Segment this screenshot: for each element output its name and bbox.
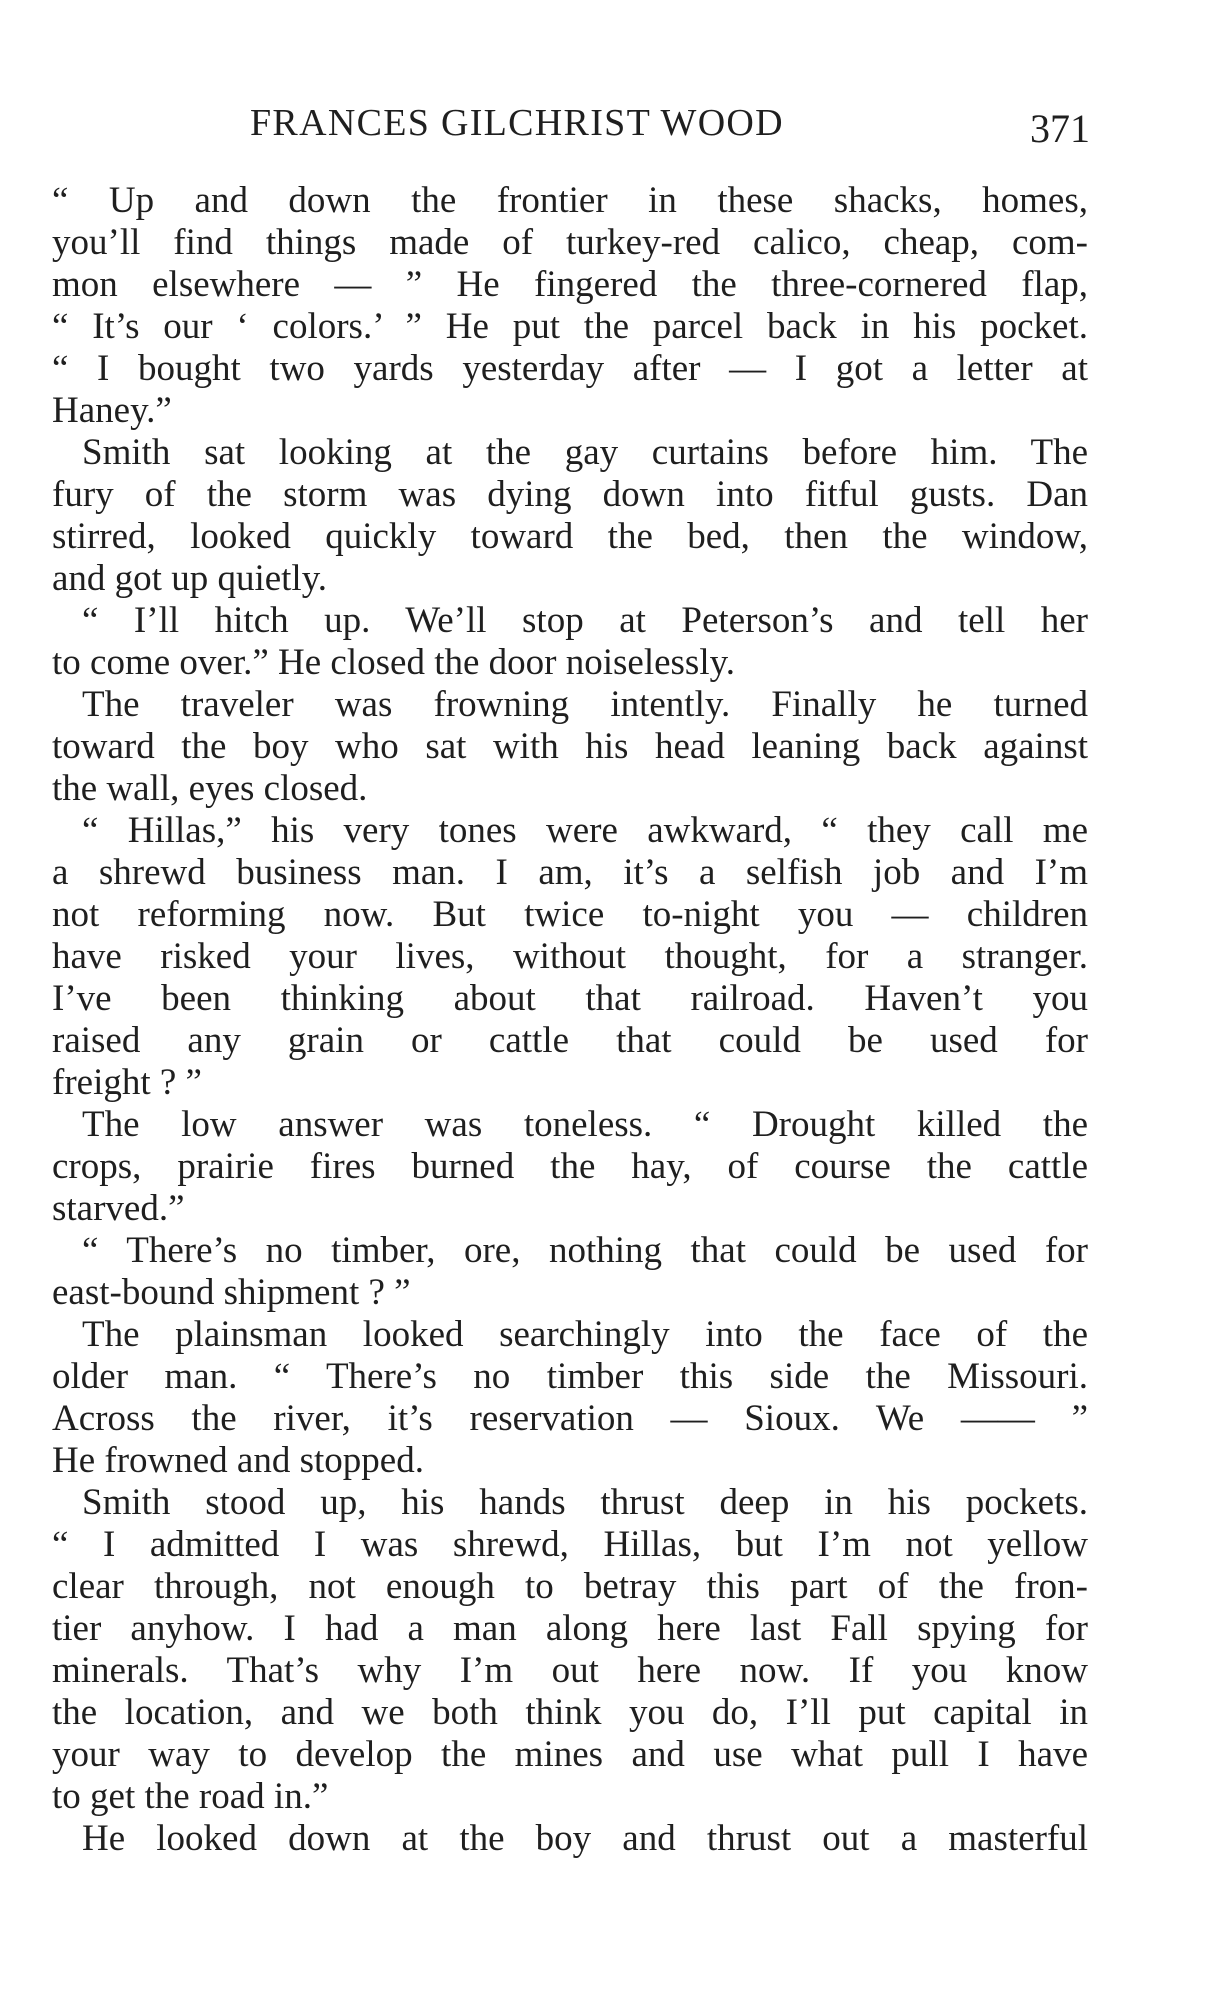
text-line: freight ? ” — [52, 1062, 202, 1103]
running-head: FRANCES GILCHRIST WOOD — [250, 102, 784, 144]
text-line: the wall, eyes closed. — [52, 768, 368, 809]
text-line: Across the river, it’s reservation — Sioux. We —— ” — [52, 1398, 1088, 1439]
text-line: stirred, looked quickly toward the bed, then the window, — [52, 516, 1088, 557]
text-line: I’ve been thinking about that railroad. Haven’t you — [52, 978, 1088, 1019]
page-header — [250, 98, 1090, 151]
body-text — [52, 180, 1088, 1880]
text-line: Smith sat looking at the gay curtains before him. The — [82, 432, 1088, 473]
text-line: mon elsewhere — ” He fingered the three-cornered flap, — [52, 264, 1088, 305]
text-line: your way to develop the mines and use what pull I have — [52, 1734, 1088, 1775]
text-line: minerals. That’s why I’m out here now. If you know — [52, 1650, 1088, 1691]
text-line: tier anyhow. I had a man along here last Fall spying for — [52, 1608, 1088, 1649]
text-line: “ It’s our ‘ colors.’ ” He put the parcel back in his pocket. — [52, 306, 1088, 347]
text-line: east-bound shipment ? ” — [52, 1272, 411, 1313]
text-line: to come over.” He closed the door noiselessly. — [52, 642, 735, 683]
text-line: He frowned and stopped. — [52, 1440, 424, 1481]
text-line: have risked your lives, without thought, for a stranger. — [52, 936, 1088, 977]
text-line: Smith stood up, his hands thrust deep in his pockets. — [82, 1482, 1088, 1523]
text-line: The low answer was toneless. “ Drought killed the — [82, 1104, 1088, 1145]
text-line: toward the boy who sat with his head leaning back against — [52, 726, 1088, 767]
text-line: to get the road in.” — [52, 1776, 329, 1817]
text-line: clear through, not enough to betray this part of the fron- — [52, 1566, 1088, 1607]
text-line: “ Hillas,” his very tones were awkward, “ they call me — [82, 810, 1088, 851]
text-line: “ I’ll hitch up. We’ll stop at Peterson’s and tell her — [82, 600, 1088, 641]
text-line: starved.” — [52, 1188, 185, 1229]
text-line: “ Up and down the frontier in these shacks, homes, — [52, 180, 1088, 221]
text-line: crops, prairie fires burned the hay, of course the cattle — [52, 1146, 1088, 1187]
text-line: He looked down at the boy and thrust out a masterful — [82, 1818, 1088, 1859]
text-line: older man. “ There’s no timber this side the Missouri. — [52, 1356, 1088, 1397]
text-line: “ I bought two yards yesterday after — I got a letter at — [52, 348, 1088, 389]
text-line: you’ll find things made of turkey-red calico, cheap, com- — [52, 222, 1088, 263]
text-line: and got up quietly. — [52, 558, 328, 599]
text-line: The plainsman looked searchingly into the face of the — [82, 1314, 1088, 1355]
text-line: Haney.” — [52, 390, 172, 431]
page-number: 371 — [1030, 106, 1090, 151]
text-line: fury of the storm was dying down into fitful gusts. Dan — [52, 474, 1088, 515]
text-line: the location, and we both think you do, I’ll put capital in — [52, 1692, 1088, 1733]
text-line: The traveler was frowning intently. Finally he turned — [82, 684, 1088, 725]
text-line: “ I admitted I was shrewd, Hillas, but I’m not yellow — [52, 1524, 1088, 1565]
text-line: “ There’s no timber, ore, nothing that could be used for — [82, 1230, 1088, 1271]
text-line: a shrewd business man. I am, it’s a selfish job and I’m — [52, 852, 1088, 893]
text-line: raised any grain or cattle that could be used for — [52, 1020, 1088, 1061]
text-line: not reforming now. But twice to-night you — children — [52, 894, 1088, 935]
